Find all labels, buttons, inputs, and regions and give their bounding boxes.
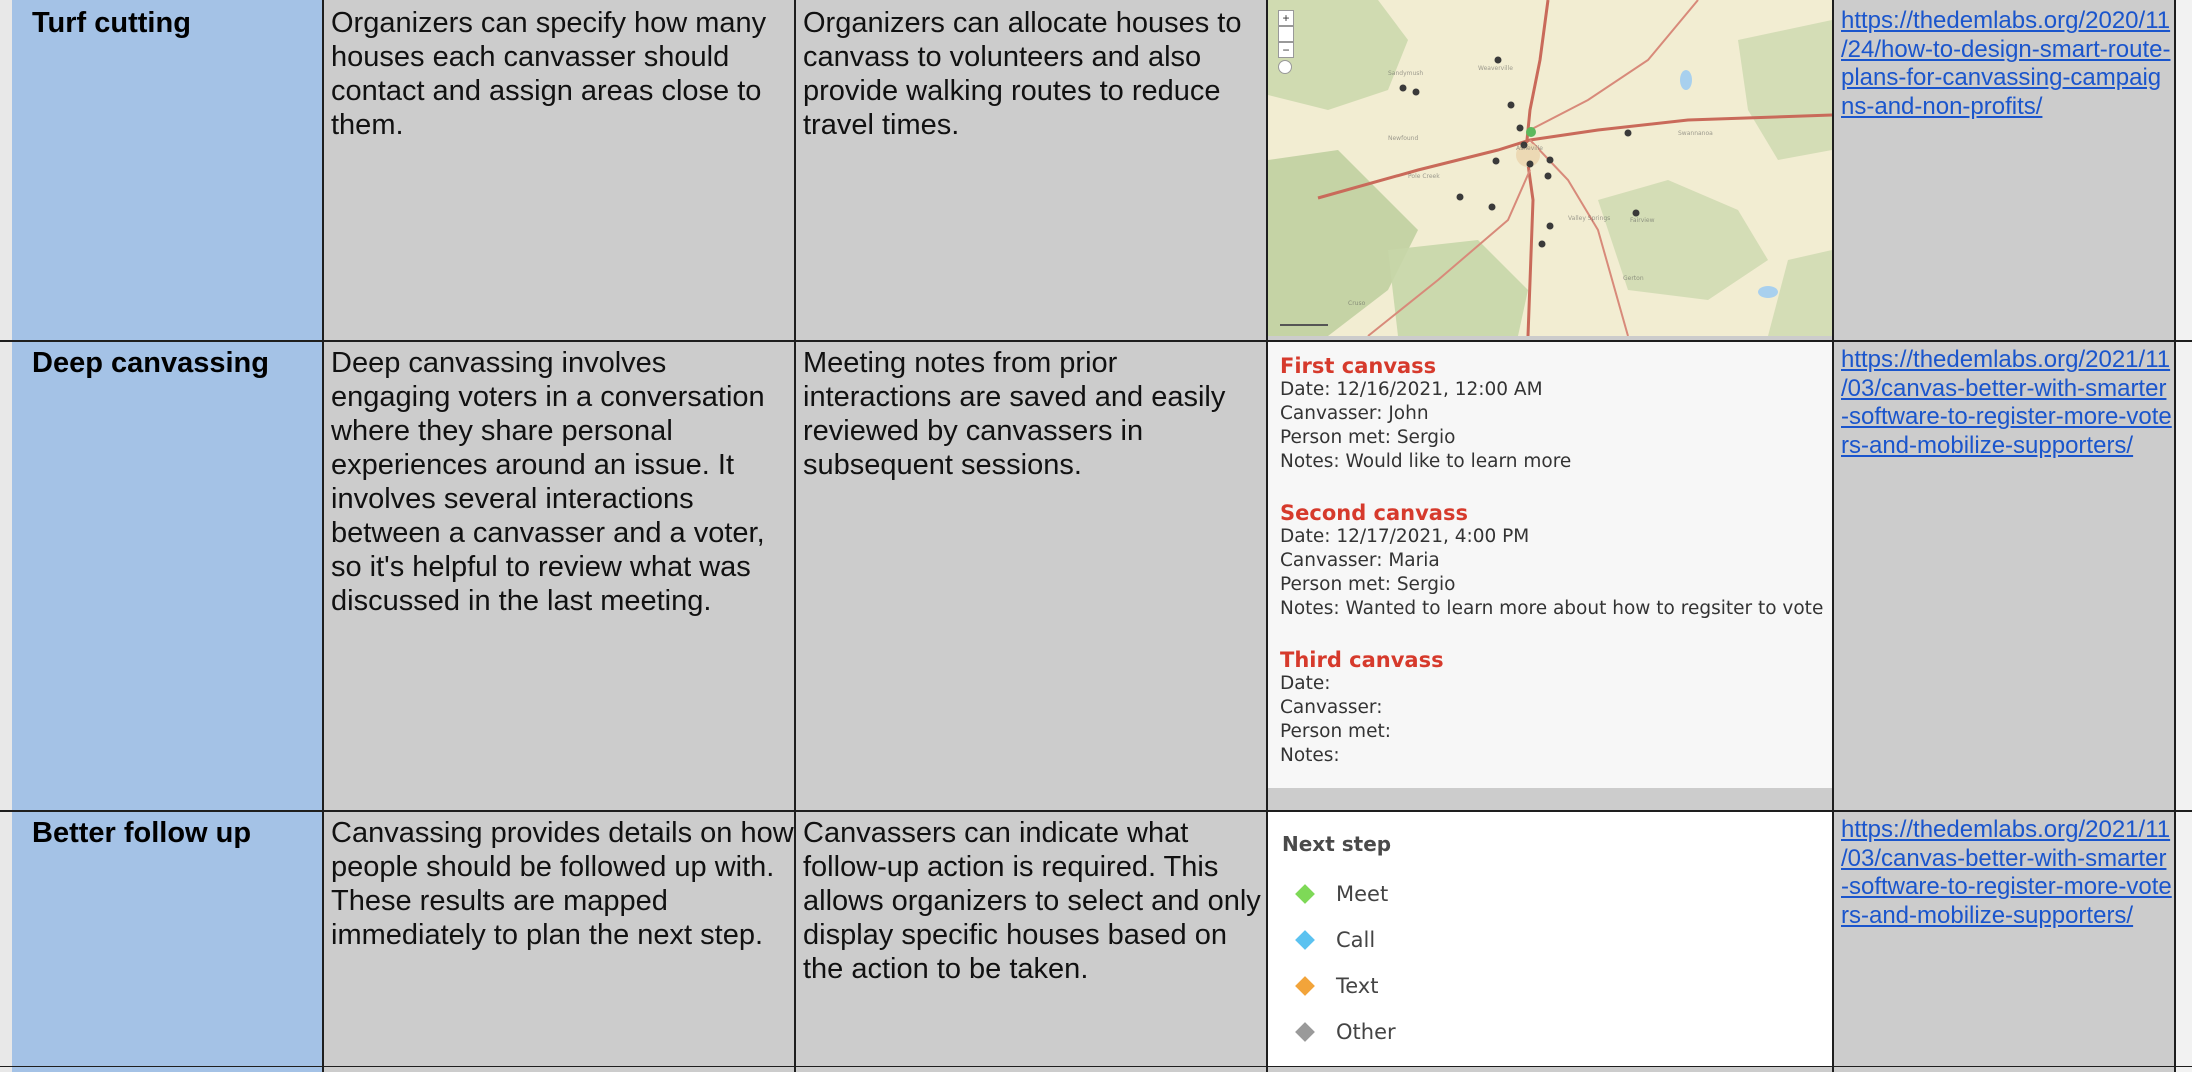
row-1-col3-text: Organizers can allocate houses to canvass to volunteers and also provide walking routes to reduce travel times. [803,7,1242,141]
canvass-3-title: Third canvass [1280,648,1444,672]
row-1-col3-cell[interactable] [796,0,1266,340]
canvass-2-date: Date: 12/17/2021, 4:00 PM [1280,526,1530,547]
row-3-gutter [0,812,12,1072]
next-step-legend [1268,812,1832,1066]
canvass-1-canvasser: Canvasser: John [1280,403,1429,424]
canvass-2-canvasser: Canvasser: Maria [1280,550,1440,571]
zoom-in-button[interactable]: + [1278,10,1294,26]
row-2-col3-cell[interactable] [796,342,1266,810]
turf-map[interactable] [1268,0,1832,336]
row-2-gutter [0,342,12,810]
canvass-3-person: Person met: [1280,721,1391,742]
map-image [1268,0,1832,336]
legend-item-meet [1298,882,1388,906]
canvass-1-date: Date: 12/16/2021, 12:00 AM [1280,379,1543,400]
canvass-2-title: Second canvass [1280,501,1468,525]
svg-text:Fairview: Fairview [1630,217,1655,224]
row-2-right-gutter [2176,342,2192,810]
row-1-label-cell[interactable] [12,0,322,340]
row-3-label: Better follow up [32,817,252,849]
row-3-col2-cell[interactable] [324,812,794,1072]
canvass-1-title: First canvass [1280,354,1437,378]
row-3-right-gutter [2176,812,2192,1072]
row-3-col3-cell[interactable] [796,812,1266,1072]
row-3-link[interactable]: https://thedemlabs.org/2021/11 /03/canvas-better-with-smarter -software-to-register-more-vote rs-and-mobilize-supporters/ [1841,816,2172,929]
row-3-legend-cell [1268,812,1832,1072]
other-diamond-icon [1295,1022,1315,1042]
row-1-col2-cell[interactable] [324,0,794,340]
row-1-link[interactable]: https://thedemlabs.org/2020/11 /24/how-to-design-smart-route- plans-for-canvassing-campaig ns-and-non-profits/ [1841,7,2171,120]
row-3-link-cell [1834,812,2174,1072]
grid-line [1832,0,1834,1072]
svg-text:Weaverville: Weaverville [1478,65,1513,72]
row-1-map-cell [1268,0,1832,340]
zoom-home-button[interactable] [1278,26,1294,42]
svg-text:Newfound: Newfound [1388,135,1419,142]
svg-text:Sandymush: Sandymush [1388,70,1424,77]
canvass-3-date: Date: [1280,673,1331,694]
row-1-gutter [0,0,12,340]
legend-item-text [1298,974,1378,998]
canvass-3-notes: Notes: [1280,745,1340,766]
svg-text:Valley Springs: Valley Springs [1568,215,1611,222]
legend-label-call: Call [1336,928,1376,952]
svg-text:Swannanoa: Swannanoa [1678,130,1713,137]
svg-text:Pole Creek: Pole Creek [1408,173,1440,180]
svg-text:Cruso: Cruso [1348,300,1366,307]
meet-diamond-icon [1295,884,1315,904]
row-3-label-cell[interactable] [12,812,322,1072]
row-2-col2-text: Deep canvassing involves engaging voters in a conversation where they share personal experiences around an issue. It involves several interactions between a canvasser and a voter, so it's helpful to review what was discussed in the last meeting. [331,347,765,617]
text-diamond-icon [1295,976,1315,996]
row-2-link[interactable]: https://thedemlabs.org/2021/11 /03/canvas-better-with-smarter -software-to-register-more-vote rs-and-mobilize-supporters/ [1841,346,2172,459]
row-3-col2-text: Canvassing provides details on how people should be followed up with. These results are mapped immediately to plan the next step. [331,817,794,951]
legend-item-call [1298,928,1375,952]
row-2-label: Deep canvassing [32,347,269,379]
legend-label-meet: Meet [1336,882,1389,906]
row-1-right-gutter [2176,0,2192,340]
row-2-canvass-cell [1268,342,1832,810]
grid-line [0,340,2192,342]
legend-label-text: Text [1336,974,1379,998]
legend-item-other [1298,1020,1396,1044]
row-1-label: Turf cutting [32,7,191,39]
grid-line [2174,0,2176,1072]
zoom-out-button[interactable]: − [1278,42,1294,58]
row-2-label-cell[interactable] [12,342,322,810]
grid-line [0,1066,2192,1067]
grid-line [0,810,2192,812]
svg-text:Gerton: Gerton [1623,275,1644,282]
canvass-2-person: Person met: Sergio [1280,574,1456,595]
row-1-col2-text: Organizers can specify how many houses each canvasser should contact and assign areas close to them. [331,7,767,141]
canvass-3-canvasser: Canvasser: [1280,697,1383,718]
legend-title: Next step [1282,832,1392,856]
canvass-2-notes: Notes: Wanted to learn more about how to regsiter to vote [1280,598,1824,619]
grid-line [322,0,324,1072]
row-1-link-cell [1834,0,2174,340]
row-3-col3-text: Canvassers can indicate what follow-up action is required. This allows organizers to select and only display specific houses based on the action to be taken. [803,817,1261,985]
grid-line [1266,0,1268,1072]
svg-text:Asheville: Asheville [1516,145,1543,152]
row-2-col2-cell[interactable] [324,342,794,810]
grid-line [794,0,796,1072]
canvass-1-person: Person met: Sergio [1280,427,1456,448]
canvass-1-notes: Notes: Would like to learn more [1280,451,1572,472]
row-2-link-cell [1834,342,2174,810]
call-diamond-icon [1295,930,1315,950]
locate-button[interactable] [1278,60,1292,74]
canvass-history-popup [1268,342,1832,788]
row-2-col3-text: Meeting notes from prior interactions are saved and easily reviewed by canvassers in subsequent sessions. [803,347,1226,481]
legend-label-other: Other [1336,1020,1396,1044]
